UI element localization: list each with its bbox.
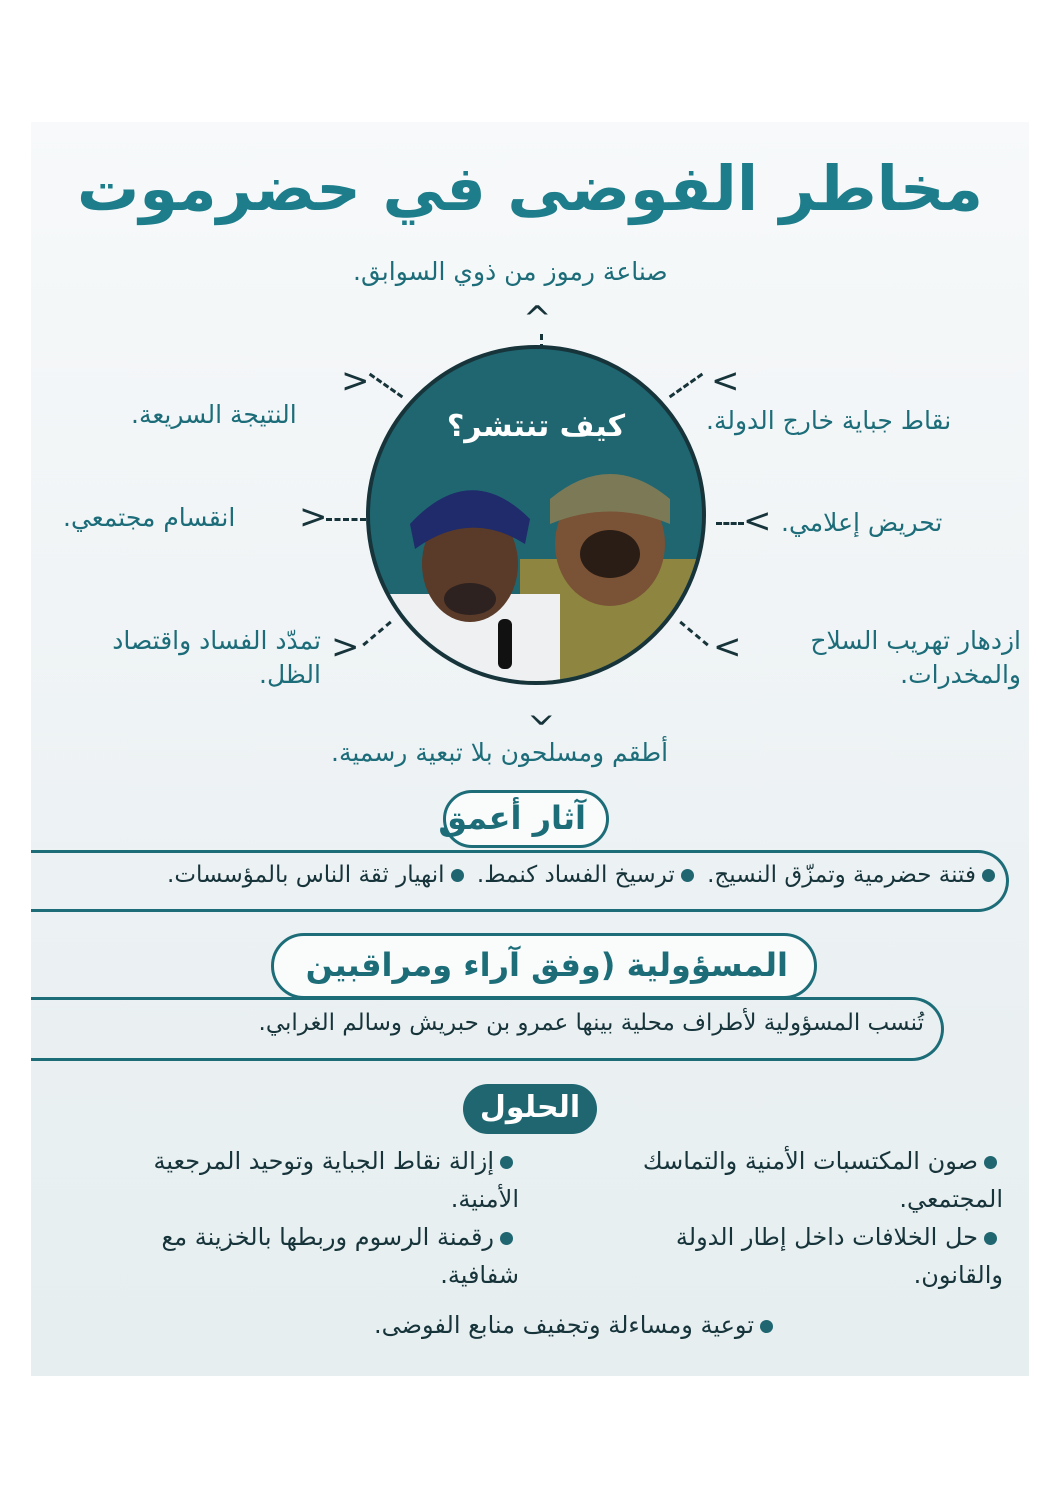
spread-item-top: صناعة رموز من ذوي السوابق.: [353, 257, 668, 286]
arrow-left-icon: <: [299, 497, 328, 537]
solution-item: [603, 1142, 1003, 1218]
arrow-right-icon: >: [743, 501, 772, 541]
arrow-lower-left-icon: <: [331, 627, 360, 667]
spread-item-mid-left: انقسام مجتمعي.: [63, 503, 236, 532]
spread-item-upper-right: نقاط جباية خارج الدولة.: [706, 406, 952, 435]
effect-item: فتنة حضرمية وتمزّق النسيج.: [707, 862, 976, 888]
bullet-icon: [451, 869, 464, 882]
solution-text: حل الخلافات داخل إطار الدولة والقانون.: [675, 1223, 1003, 1289]
arrow-upper-left-icon: <: [341, 361, 370, 401]
effect-item: ترسيخ الفساد كنمط.: [476, 862, 675, 888]
solution-text: إزالة نقاط الجباية وتوحيد المرجعية الأمنية.: [153, 1147, 519, 1213]
page-title: مخاطر الفوضى في حضرموت: [77, 152, 983, 225]
solution-item: [99, 1218, 519, 1294]
arrow-up-icon: ^: [523, 299, 552, 339]
center-question: كيف تنتشر؟: [446, 409, 626, 444]
effect-item: انهيار ثقة الناس بالمؤسسات.: [167, 862, 445, 888]
poster: [31, 122, 1029, 1376]
responsibility-title-pill: [271, 933, 817, 999]
spread-item-lower-left: تمدّد الفساد واقتصاد الظل.: [112, 626, 321, 689]
solution-item: [603, 1218, 1003, 1294]
spread-item-mid-right: تحريض إعلامي.: [781, 508, 943, 537]
solution-text: توعية ومساءلة وتجفيف منابع الفوضى.: [373, 1311, 754, 1339]
arrow-upper-right-icon: >: [711, 361, 740, 401]
spread-item-bottom: أطقم ومسلحون بلا تبعية رسمية.: [331, 738, 669, 767]
effects-title: آثار أعمق: [438, 799, 586, 837]
spread-item-upper-left: النتيجة السريعة.: [131, 400, 297, 429]
effects-row: [167, 862, 1001, 888]
portraits-image: [370, 349, 706, 685]
responsibility-title: المسؤولية (وفق آراء ومراقبين: [305, 946, 788, 984]
spread-item-lower-right: ازدهار تهريب السلاح والمخدرات.: [810, 626, 1021, 689]
arrow-down-icon: ^: [527, 691, 556, 731]
bullet-icon: [984, 1156, 997, 1169]
center-photo-circle: [366, 345, 706, 685]
bullet-icon: [500, 1232, 513, 1245]
solution-item: [99, 1142, 519, 1218]
bullet-icon: [984, 1232, 997, 1245]
solution-text: رقمنة الرسوم وربطها بالخزينة مع شفافية.: [161, 1223, 519, 1289]
bullet-icon: [760, 1320, 773, 1333]
bullet-icon: [681, 869, 694, 882]
dash-right: [716, 522, 744, 525]
responsibility-text: تُنسب المسؤولية لأطراف محلية بينها عمرو بن حبريش وسالم الغرابي.: [258, 1010, 924, 1036]
solution-item: [374, 1306, 779, 1344]
solutions-title: الحلول: [463, 1084, 597, 1134]
arrow-lower-right-icon: >: [713, 627, 742, 667]
dash-left: [326, 518, 366, 521]
bullet-icon: [982, 869, 995, 882]
solution-text: صون المكتسبات الأمنية والتماسك المجتمعي.: [642, 1147, 1003, 1213]
bullet-icon: [500, 1156, 513, 1169]
effects-title-pill: [438, 790, 609, 848]
